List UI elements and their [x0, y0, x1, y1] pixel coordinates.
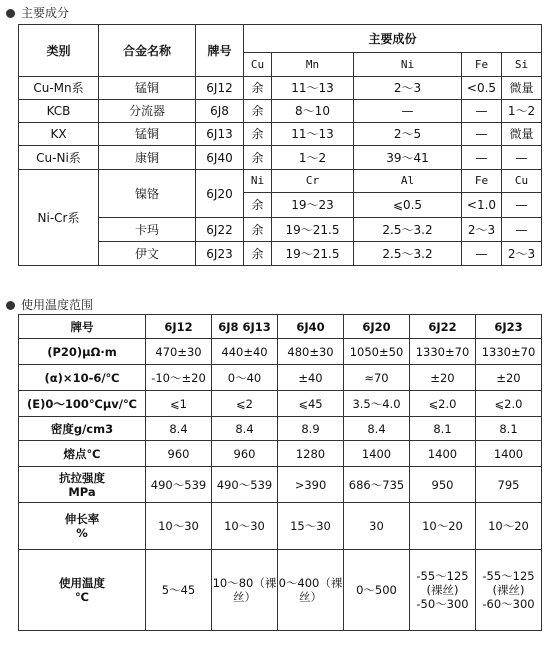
cell: — [462, 146, 502, 170]
row-label: 伸长率 % [19, 503, 146, 550]
table-row [19, 550, 542, 631]
cell: 2.5～3.2 [354, 218, 462, 242]
cell: 490～539 [146, 467, 212, 503]
header-ni: Ni [354, 53, 462, 77]
row-label: (α)×10-6/℃ [19, 365, 146, 391]
cell: >390 [278, 467, 344, 503]
cell: — [502, 218, 542, 242]
cell: ≈70 [344, 365, 410, 391]
header-si: Si [502, 53, 542, 77]
header-cell: 6J22 [410, 315, 476, 339]
cell: 470±30 [146, 339, 212, 365]
cell: 余 [244, 146, 272, 170]
cell: ±20 [476, 365, 542, 391]
cell: 19～21.5 [272, 242, 354, 266]
cell: 镍铬 [99, 170, 196, 218]
cell: ±40 [278, 365, 344, 391]
cell: 8.9 [278, 417, 344, 441]
table-row [19, 417, 542, 441]
cell: 686～735 [344, 467, 410, 503]
cell: 30 [344, 503, 410, 550]
cell: 10～20 [476, 503, 542, 550]
cell: 480±30 [278, 339, 344, 365]
cell: ⩽45 [278, 391, 344, 417]
cell: 余 [244, 242, 272, 266]
row-label: 密度g/cm3 [19, 417, 146, 441]
cell: 分流器 [99, 100, 196, 123]
subheader-al: Al [354, 170, 462, 193]
cell: — [462, 100, 502, 123]
cell: 950 [410, 467, 476, 503]
cell: 440±40 [212, 339, 278, 365]
cell: 微量 [502, 77, 542, 100]
cell: 490～539 [212, 467, 278, 503]
table-row [19, 365, 542, 391]
header-cell: 6J40 [278, 315, 344, 339]
cell: 1400 [476, 441, 542, 467]
header-cell: 6J8 6J13 [212, 315, 278, 339]
cell: <1.0 [462, 193, 502, 218]
cell: 1280 [278, 441, 344, 467]
table-row [19, 391, 542, 417]
cell: 0～40 [212, 365, 278, 391]
cell: 39～41 [354, 146, 462, 170]
header-cell: 6J12 [146, 315, 212, 339]
cell: 余 [244, 77, 272, 100]
header-cell: 牌号 [19, 315, 146, 339]
subheader-ni: Ni [244, 170, 272, 193]
cell: 11～13 [272, 77, 354, 100]
header-main-composition: 主要成份 [244, 25, 542, 53]
cell: 5～45 [146, 550, 212, 631]
temperature-section-title: 使用温度范围 [6, 296, 93, 313]
cell: KCB [19, 100, 99, 123]
cell: 8.1 [476, 417, 542, 441]
cell: 余 [244, 193, 272, 218]
temperature-table [18, 314, 542, 631]
cell: 1050±50 [344, 339, 410, 365]
row-label: 熔点℃ [19, 441, 146, 467]
cell: 2～3 [354, 77, 462, 100]
cell: 1～2 [272, 146, 354, 170]
table-row [19, 170, 542, 193]
cell: — [502, 146, 542, 170]
cell: 6J22 [196, 218, 244, 242]
cell: 6J40 [196, 146, 244, 170]
table-row [19, 503, 542, 550]
cell: — [462, 242, 502, 266]
cell: 2～3 [502, 242, 542, 266]
table-row [19, 339, 542, 365]
cell: — [502, 193, 542, 218]
cell: 余 [244, 100, 272, 123]
cell: 8.4 [146, 417, 212, 441]
cell: ⩽2 [212, 391, 278, 417]
cell: Cu-Mn系 [19, 77, 99, 100]
cell: Cu-Ni系 [19, 146, 99, 170]
cell: 960 [212, 441, 278, 467]
cell: 2～3 [462, 218, 502, 242]
cell: 10～20 [410, 503, 476, 550]
cell: 1330±70 [410, 339, 476, 365]
cell: 6J8 [196, 100, 244, 123]
cell: 余 [244, 123, 272, 146]
row-label: (E)0～100℃μv/℃ [19, 391, 146, 417]
cell: 15～30 [278, 503, 344, 550]
composition-section-title: 主要成分 [6, 4, 69, 21]
cell: 1～2 [502, 100, 542, 123]
cell: 1400 [410, 441, 476, 467]
cell: 8.1 [410, 417, 476, 441]
cell: ⩽2.0 [410, 391, 476, 417]
table-row [19, 467, 542, 503]
cell: 0～500 [344, 550, 410, 631]
row-label: 使用温度 ℃ [19, 550, 146, 631]
cell: ⩽2.0 [476, 391, 542, 417]
cell: 8.4 [212, 417, 278, 441]
header-cell: 6J23 [476, 315, 542, 339]
table-row [19, 146, 542, 170]
cell: 960 [146, 441, 212, 467]
cell: 6J12 [196, 77, 244, 100]
cell: 6J20 [196, 170, 244, 218]
composition-table [18, 24, 542, 266]
cell: 19～21.5 [272, 218, 354, 242]
subheader-cr: Cr [272, 170, 354, 193]
header-cu: Cu [244, 53, 272, 77]
cell: — [462, 123, 502, 146]
table-row [19, 123, 542, 146]
cell: 微量 [502, 123, 542, 146]
cell: 8.4 [344, 417, 410, 441]
cell: 1330±70 [476, 339, 542, 365]
cell: 1400 [344, 441, 410, 467]
cell: ±20 [410, 365, 476, 391]
header-category: 类别 [19, 25, 99, 77]
cell: 2.5～3.2 [354, 242, 462, 266]
cell: 10～30 [146, 503, 212, 550]
cell: 6J13 [196, 123, 244, 146]
cell-nicr-category: Ni-Cr系 [19, 170, 99, 266]
cell: ⩽0.5 [354, 193, 462, 218]
row-label: (P20)μΩ·m [19, 339, 146, 365]
cell: 康铜 [99, 146, 196, 170]
cell: 11～13 [272, 123, 354, 146]
cell: 锰铜 [99, 77, 196, 100]
cell: 余 [244, 218, 272, 242]
header-cell: 6J20 [344, 315, 410, 339]
bullet-icon [6, 301, 15, 310]
table-header-row [19, 315, 542, 339]
table-row [19, 441, 542, 467]
cell: 6J23 [196, 242, 244, 266]
header-grade: 牌号 [196, 25, 244, 77]
table-row [19, 100, 542, 123]
cell: 3.5～4.0 [344, 391, 410, 417]
header-fe: Fe [462, 53, 502, 77]
header-alloy: 合金名称 [99, 25, 196, 77]
cell: 伊文 [99, 242, 196, 266]
table-row [19, 77, 542, 100]
cell: 795 [476, 467, 542, 503]
cell: <0.5 [462, 77, 502, 100]
cell: -55～125 (裸丝) -50～300 [410, 550, 476, 631]
cell: 2～5 [354, 123, 462, 146]
cell: -10～±20 [146, 365, 212, 391]
subheader-cu: Cu [502, 170, 542, 193]
cell: -55～125 (裸丝) -60～300 [476, 550, 542, 631]
subheader-fe: Fe [462, 170, 502, 193]
cell: — [354, 100, 462, 123]
cell: 锰铜 [99, 123, 196, 146]
cell: ⩽1 [146, 391, 212, 417]
cell: 卡玛 [99, 218, 196, 242]
cell: 8～10 [272, 100, 354, 123]
cell: 0～400（裸 丝） [278, 550, 344, 631]
cell: 10～30 [212, 503, 278, 550]
row-label: 抗拉强度 MPa [19, 467, 146, 503]
cell: 10～80（裸 丝） [212, 550, 278, 631]
bullet-icon [6, 9, 15, 18]
cell: 19～23 [272, 193, 354, 218]
cell: KX [19, 123, 99, 146]
header-mn: Mn [272, 53, 354, 77]
